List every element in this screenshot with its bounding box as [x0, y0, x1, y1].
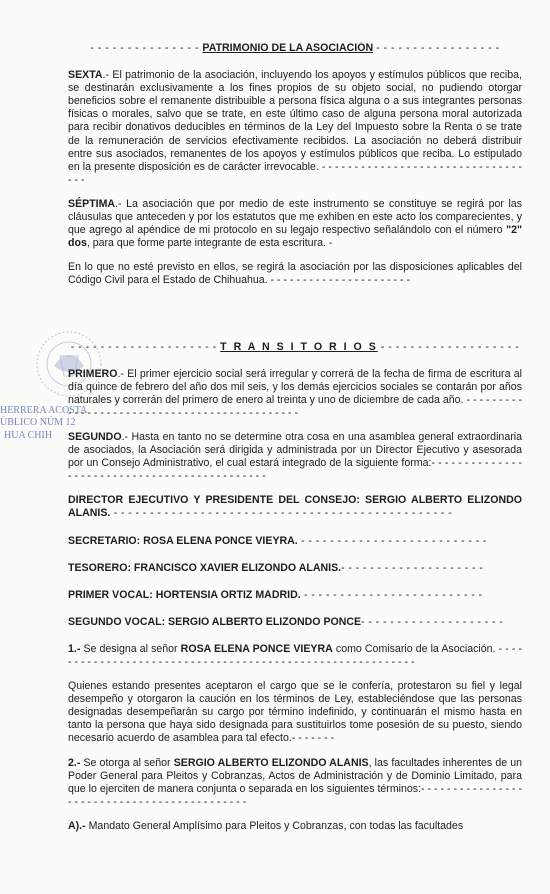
septima-text-2: , para que forme parte integrante de esta escritura. -	[86, 237, 333, 250]
transitorios-title: T R A N S I T O R I O S	[220, 340, 378, 353]
patrimonio-title: PATRIMONIO DE LA ASOCIACIÓN	[202, 42, 374, 54]
item2-text-1: Se otorga al señor	[80, 756, 174, 769]
section-heading-transitorios: - - - - - - - - - - - - - - - - - - - - T R A N S I T O R I O S - - - - - - - - - - - - - - - - - - -	[70, 340, 520, 353]
paragraph-item-2	[68, 757, 522, 809]
section-heading-patrimonio: - - - - - - - - - - - - - - - PATRIMONIO DE LA ASOCIACIÓN - - - - - - - - - - - - - - - - -	[90, 42, 500, 54]
itemA-label: A).-	[68, 819, 86, 832]
seal-text-line-1: HERRERA ACOSTA	[0, 405, 88, 416]
item1-name: ROSA ELENA PONCE VIEYRA	[180, 642, 333, 655]
paragraph-item-a	[68, 820, 522, 833]
document-page	[68, 30, 522, 844]
officer-fill: - - - - - - - - - - - - - - - - - - - - - - - - -	[300, 588, 483, 601]
paragraph-previsto	[68, 261, 522, 287]
officer-tesorero	[68, 562, 522, 575]
item1-label: 1.-	[68, 642, 81, 655]
septima-label: SÉPTIMA	[68, 197, 116, 210]
paragraph-septima	[68, 198, 522, 250]
segundo-text: .- Hasta en tanto no se determine otra cosa en una asamblea general extraordinaria de asociados, la Asociación será dirigida y administrada por un Director Ejecutivo y asesorada por un Consejo Administrativo, el cual estará integrado de la siguiente forma:- - - - - - - - - - - - - - - - - - - - - - - - - - - - - - - - - - - - - - - - - - - - -	[68, 430, 522, 483]
sexta-text: .- El patrimonio de la asociación, incluyendo los apoyos y estímulos públicos que reciba, se destinarán exclusivamente a los fines propios de su objeto social, no pudiendo otorgar beneficios sobre el remanente distribuible a persona física alguna o a sus integrantes personas físicas o morales, salvo que se trate, en este último caso de alguna persona moral autorizada para recibir donativos deducibles en términos de la Ley del Impuesto sobre la Renta o se trate de la remuneración de servicios efectivamente recibidos. La asociación no deberá distribuir entre sus asociados, remanentes de los apoyos y estímulos públicos que reciba. Lo estipulado en la presente disposición es de carácter irrevocable. - - - - - - - - - - - - - - - - - - - - - - - - - - - - - - - - - -	[68, 69, 522, 186]
paragraph-quienes	[68, 680, 522, 745]
officer-primer-vocal	[68, 589, 522, 602]
segundo-label: SEGUNDO	[68, 430, 122, 443]
quienes-text: Quienes estando presentes aceptaron el cargo que se le confería, protestaron su fiel y legal desempeño y otorgaron la caución en los términos de Ley, estableciéndose que las personas designadas desempeñarán su cargo por término indefinido, y continuarán el mismo hasta en tanto la persona que haya sido designada para sustituirlos tome posesión de su puesto, siendo necesario acuerdo de asamblea para tal efecto.- - - - - - -	[68, 680, 522, 745]
item2-label: 2.-	[68, 756, 81, 769]
officer-text: SECRETARIO: ROSA ELENA PONCE VIEYRA.	[68, 534, 298, 547]
item1-text-2: como Comisario de la Asociación. - - - - - - - - - - - - - - - - - - - - - - - - - - - - - - - - - - - - - - - - - - - - - - - - - - - - - - - - - -	[68, 642, 522, 668]
officer-text: TESORERO: FRANCISCO XAVIER ELIZONDO ALANIS.	[68, 561, 342, 574]
officer-fill: - - - - - - - - - - - - - - - - - - - -	[361, 615, 504, 628]
item1-text-1: Se designa al señor	[80, 642, 181, 655]
seal-text-line-3: HUA CHIH	[4, 430, 53, 441]
itemA-text: Mandato General Amplísimo para Pleitos y Cobranzas, con todas las facultades	[85, 819, 464, 832]
septima-text-1: .- La asociación que por medio de este instrumento se constituye se regirá por las cláusulas que anteceden y por los estatutos que me exhiben en este acto los comparecientes, y que agrego al apéndice de mi protocolo en su legajo respectivo señalándolo con el número	[68, 197, 522, 237]
officer-fill: - - - - - - - - - - - - - - - - - - - -	[341, 561, 484, 574]
officer-segundo-vocal	[68, 616, 522, 629]
paragraph-item-1	[68, 643, 522, 669]
officer-fill: - - - - - - - - - - - - - - - - - - - - - - - - - - - - - - - - - - - - - - - - - - - - - - -	[110, 507, 453, 520]
primero-text: .- El primer ejercicio social será irregular y correrá de la fecha de firma de escritura al día quince de febrero del año dos mil seis, y los demás ejercicios sociales se contarán por años naturales y correrán del primero de enero al treinta y uno de diciembre de cada año. - - - - - - - - - - - - - - - - - - - - - - - - - - - - - - - - - - - - - - - - - - - - -	[68, 367, 522, 419]
seal-text-line-2: ÚBLICO NÚM 12	[0, 417, 76, 428]
officer-text: PRIMER VOCAL: HORTENSIA ORTIZ MADRID.	[68, 588, 301, 601]
item2-name: SERGIO ALBERTO ELIZONDO ALANIS	[173, 756, 369, 769]
officer-text: SEGUNDO VOCAL: SERGIO ALBERTO ELIZONDO PONCE	[68, 615, 362, 628]
primero-label: PRIMERO	[68, 367, 118, 380]
officer-secretario	[68, 535, 522, 548]
sexta-label: SEXTA	[68, 69, 103, 82]
previsto-text: En lo que no esté previsto en ellos, se regirá la asociación por las disposiciones aplicables del Código Civil para el Estado de Chihuahua. - - - - - - - - - - - - - - - - - - - - - -	[68, 261, 522, 287]
paragraph-segundo	[68, 431, 522, 483]
officer-director	[68, 494, 522, 520]
item2-text-2: , las facultades inherentes de un Poder General para Pleitos y Cobranzas, Actos de Administración y de Dominio Limitado, para que lo ejerciten de manera conjunta o separada en los siguientes términos:- - - - - - - - - - - - - - - - - - - - - - - - - - - - - - - - - - - - - - - - - - - -	[68, 756, 522, 808]
septima-number: "2" dos	[68, 224, 522, 250]
officer-fill: - - - - - - - - - - - - - - - - - - - - - - - - - -	[297, 534, 487, 547]
officer-text: DIRECTOR EJECUTIVO Y PRESIDENTE DEL CONSEJO: SERGIO ALBERTO ELIZONDO ALANIS.	[68, 494, 522, 520]
paragraph-sexta	[68, 69, 522, 187]
paragraph-primero	[68, 368, 522, 420]
